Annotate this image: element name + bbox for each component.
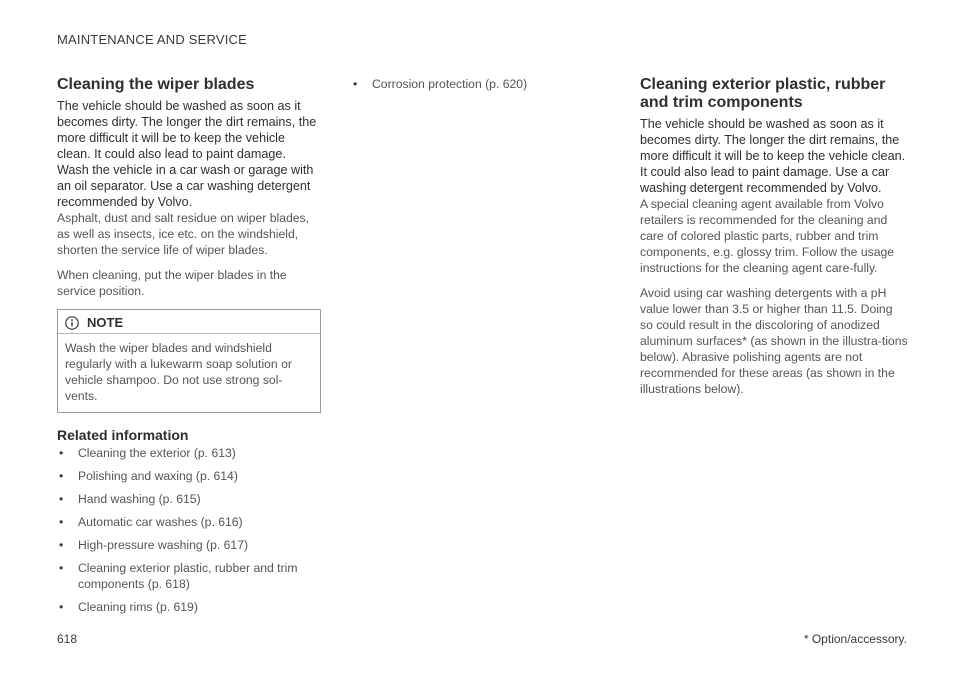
body-paragraph-2: Avoid using car washing detergents with a pH value lower than 3.5 or higher than 11.5. Doing so could result in the discoloring of anodized aluminum surfaces* (as shown in the illustra-tions below). Abrasive polishing agents are not recommended for these areas (as shown in the illustrations below). bbox=[640, 286, 908, 396]
section-title-wiper-blades: Cleaning the wiper blades bbox=[57, 76, 255, 93]
related-link[interactable]: • Hand washing (p. 615) bbox=[57, 491, 321, 507]
related-links-list bbox=[57, 445, 321, 615]
note-text: Wash the wiper blades and windshield regularly with a lukewarm soap solution or vehicle shampoo. Do not use strong sol-vents. bbox=[58, 333, 320, 412]
related-link[interactable]: • Cleaning exterior plastic, rubber and trim components (p. 618) bbox=[57, 560, 321, 592]
related-link[interactable]: • Cleaning rims (p. 619) bbox=[57, 599, 321, 615]
footnote-option-accessory: * Option/accessory. bbox=[803, 632, 907, 646]
note-title: NOTE bbox=[87, 315, 124, 330]
lead-paragraph: The vehicle should be washed as soon as it becomes dirty. The longer the dirt remains, the more difficult it will be to keep the vehicle clean. It could also lead to paint damage. Wash the vehicle in a car wash or garage with an oil separator. Use a car washing detergent recommended by Volvo. bbox=[57, 99, 317, 209]
column-left bbox=[57, 76, 321, 622]
section-title-plastic-rubber-trim: Cleaning exterior plastic, rubber and trim components bbox=[640, 76, 886, 111]
body-paragraph-2: When cleaning, put the wiper blades in the service position. bbox=[57, 268, 287, 298]
body-paragraph-1: A special cleaning agent available from Volvo retailers is recommended for the cleaning and care of colored plastic parts, rubber and trim components, e.g. glossy trim. Follow the usage instructions for the cleaning agent care-fully. bbox=[640, 197, 895, 275]
related-links-list-continued bbox=[351, 76, 601, 92]
related-link[interactable]: • Corrosion protection (p. 620) bbox=[351, 76, 601, 92]
column-middle bbox=[351, 76, 601, 99]
note-header bbox=[58, 310, 320, 333]
section-header: MAINTENANCE AND SERVICE bbox=[57, 32, 248, 47]
body-paragraph-1: Asphalt, dust and salt residue on wiper blades, as well as insects, ice etc. on the windshield, shorten the service life of wiper blades. bbox=[57, 211, 310, 257]
related-link[interactable]: • Polishing and waxing (p. 614) bbox=[57, 468, 321, 484]
related-link[interactable]: • Cleaning the exterior (p. 613) bbox=[57, 445, 321, 461]
related-link[interactable]: • Automatic car washes (p. 616) bbox=[57, 514, 321, 530]
lead-paragraph: The vehicle should be washed as soon as it becomes dirty. The longer the dirt remains, the more difficult it will be to keep the vehicle clean. It could also lead to paint damage. Use a car washing detergent recommended by Volvo. bbox=[640, 117, 906, 195]
related-information-title: Related information bbox=[57, 427, 189, 443]
info-icon bbox=[65, 316, 79, 330]
page-number: 618 bbox=[57, 632, 78, 646]
note-box bbox=[57, 309, 321, 413]
related-link[interactable]: • High-pressure washing (p. 617) bbox=[57, 537, 321, 553]
column-right bbox=[640, 76, 908, 406]
